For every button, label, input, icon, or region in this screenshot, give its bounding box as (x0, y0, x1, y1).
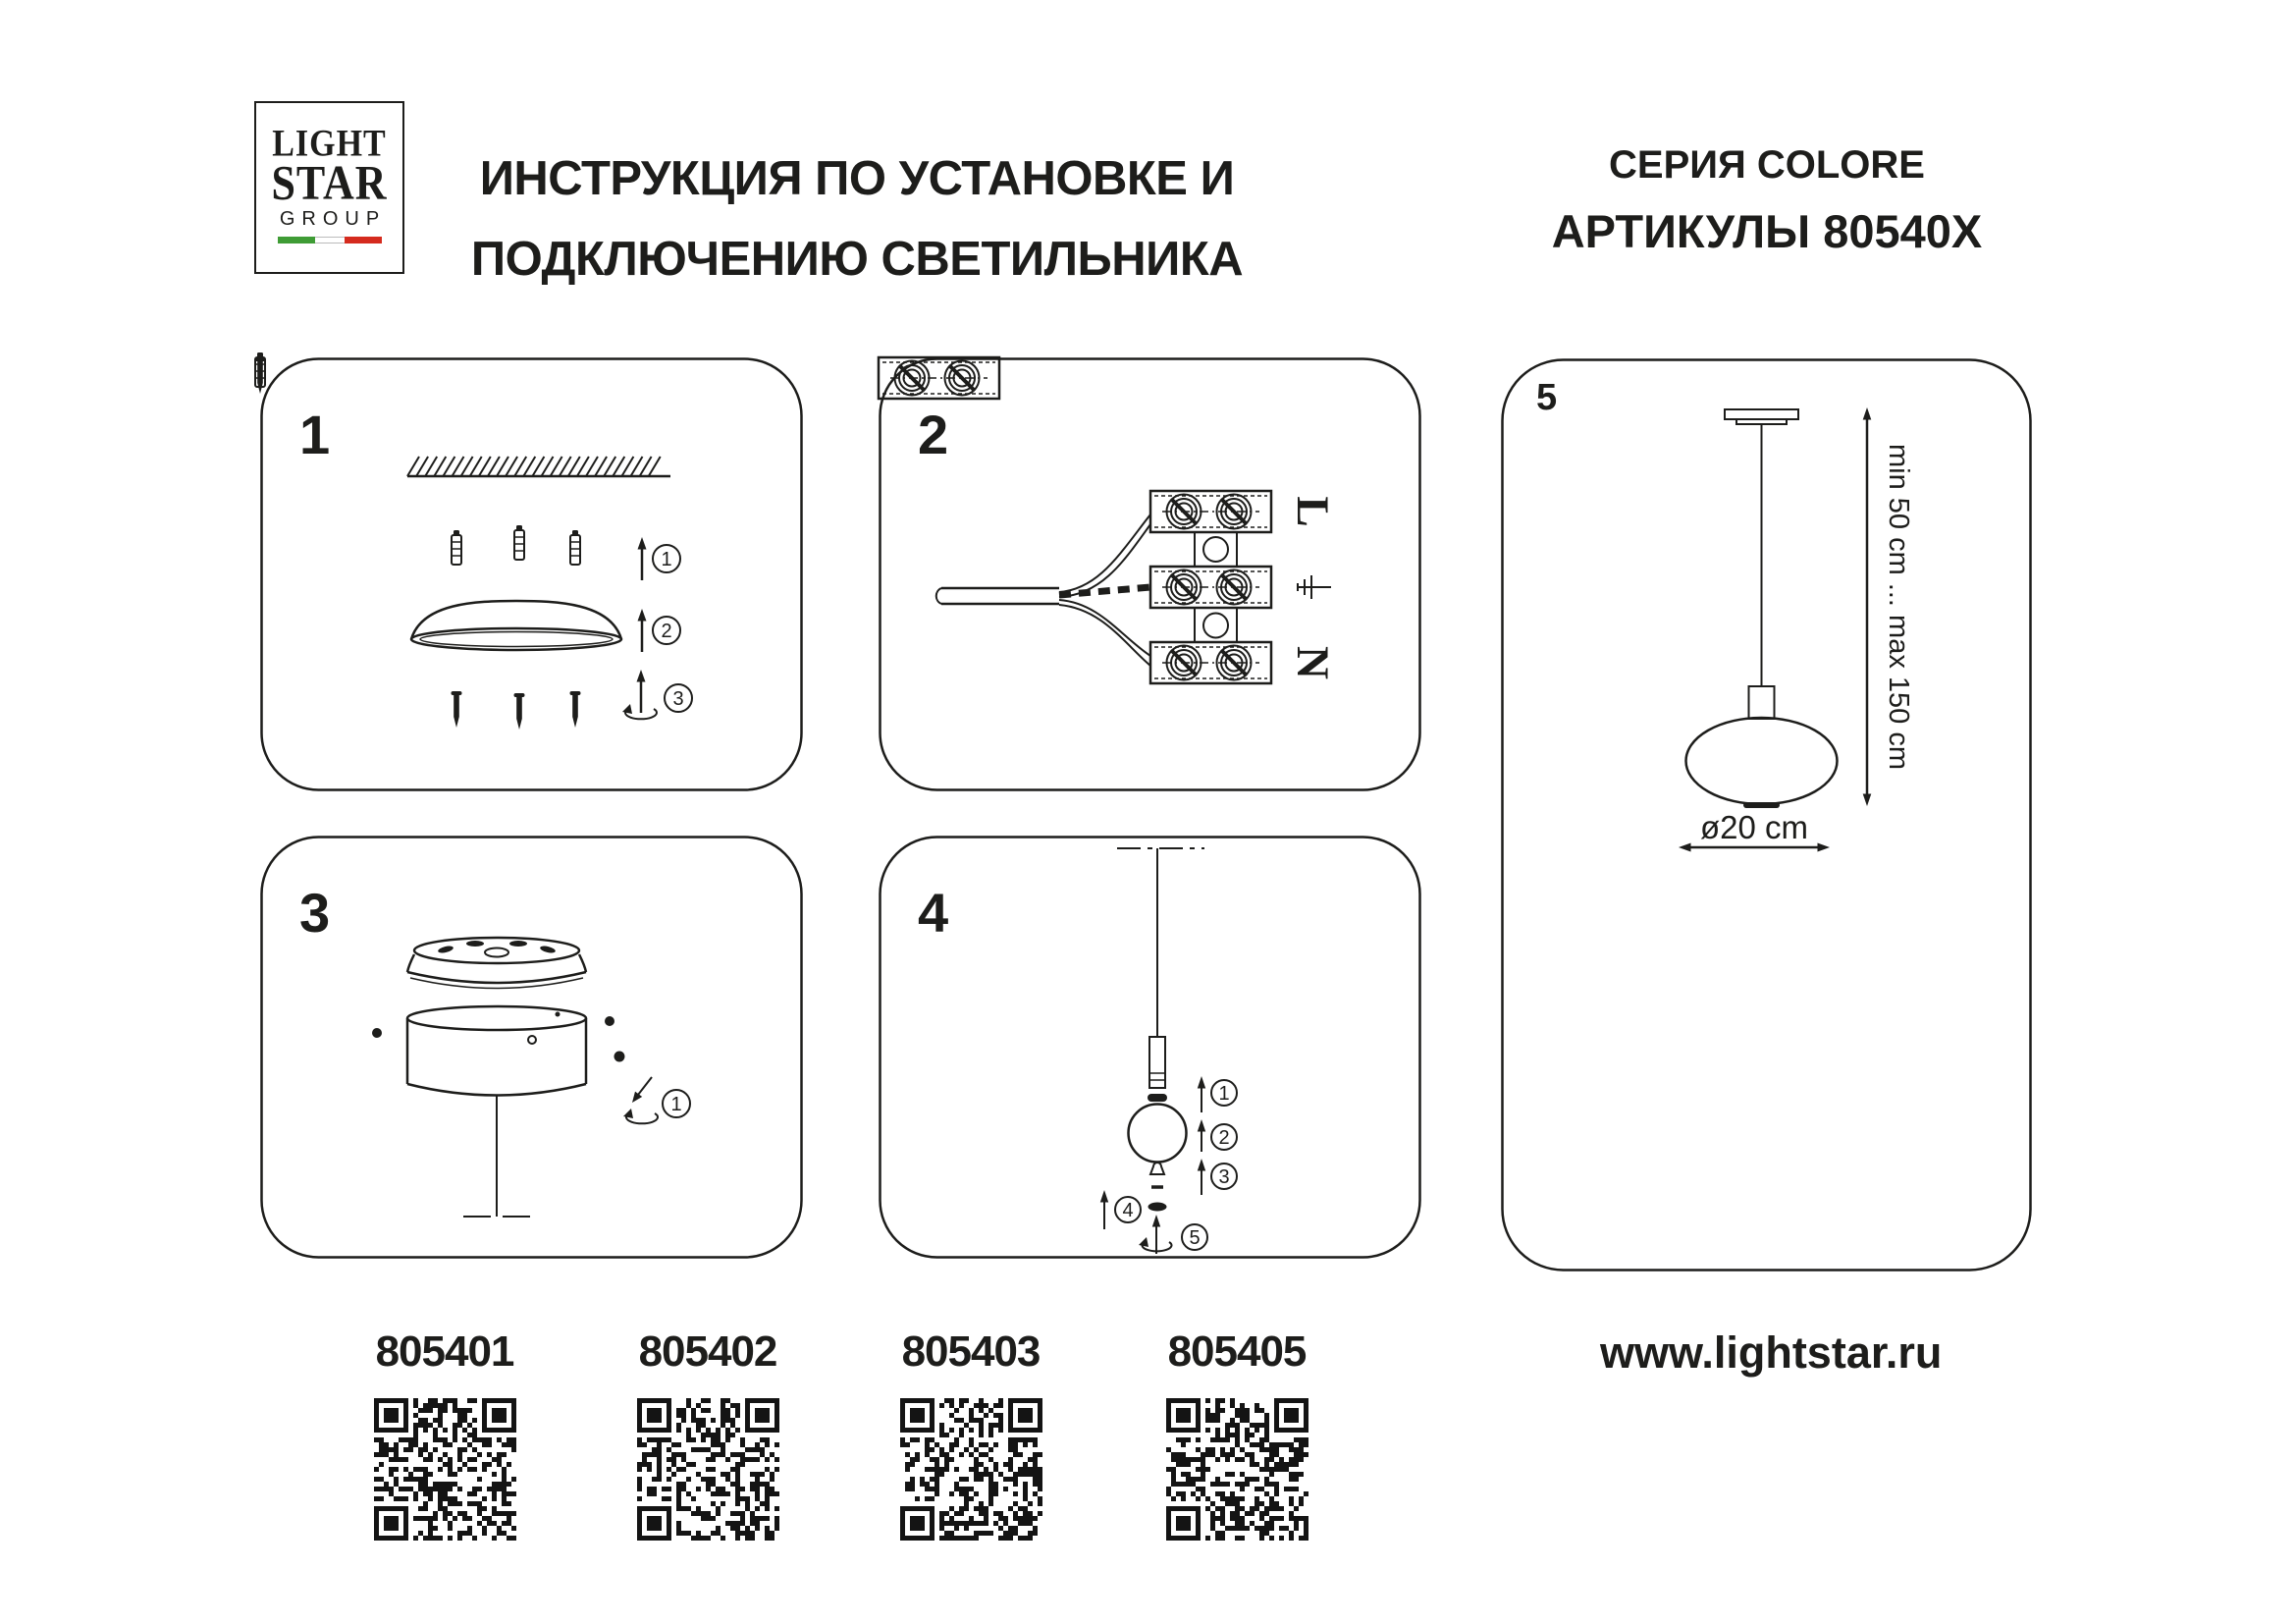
ceiling-plate-icon (1725, 409, 1798, 419)
svg-text:1: 1 (1218, 1082, 1230, 1105)
step-3-panel (260, 836, 803, 1259)
arrow-up-icon (1100, 1190, 1108, 1229)
series-header (1531, 143, 2002, 258)
earth-symbol-icon (1298, 575, 1331, 599)
page-title-line2: ПОДКЛЮЧЕНИЮ СВЕТИЛЬНИКА (470, 233, 1244, 286)
article-805403 (873, 1327, 1069, 1545)
callout-1 (1211, 1080, 1237, 1106)
line-terminal-label: L (1287, 496, 1339, 527)
ceiling-plate-lip (1736, 419, 1787, 424)
bottom-fittings-icon (1148, 1163, 1167, 1212)
arrow-up-icon (638, 537, 647, 580)
lightstar-logo (254, 101, 404, 274)
ceiling-canopy-icon (411, 601, 621, 650)
italian-flag-icon (278, 237, 382, 244)
website-url: www.lightstar.ru (1600, 1327, 1943, 1378)
callout-1 (653, 545, 680, 572)
flag-red (345, 237, 382, 244)
pendant-wire-icon (463, 1096, 530, 1217)
step-number: 3 (299, 882, 331, 944)
step-1-panel (260, 357, 803, 791)
height-dimension-arrow (1863, 407, 1872, 806)
qr-code (637, 1398, 779, 1541)
screw-rotate-icon (623, 1077, 658, 1123)
svg-text:1: 1 (661, 548, 672, 570)
step-number: 5 (1536, 377, 1558, 418)
page-title (469, 138, 1245, 299)
panel-border (262, 838, 802, 1258)
svg-text:2: 2 (661, 620, 672, 642)
article-code: 805403 (901, 1327, 1041, 1376)
svg-text:4: 4 (1122, 1199, 1134, 1221)
ceiling-hatch-icon (407, 457, 670, 476)
svg-text:5: 5 (1189, 1226, 1201, 1249)
article-code: 805401 (375, 1327, 514, 1376)
articles-heading: АРТИКУЛЫ 80540X (1551, 205, 1983, 257)
step-number: 2 (918, 404, 949, 465)
callout-1 (663, 1090, 690, 1117)
screw-rotate-icon (1139, 1215, 1172, 1254)
neutral-wire-icon (1059, 600, 1150, 666)
svg-text:1: 1 (670, 1093, 682, 1115)
step-number: 4 (918, 882, 949, 944)
callout-2 (1211, 1124, 1237, 1150)
screw-rotate-icon (622, 670, 657, 719)
height-range-label: min 50 cm ... max 150 cm (1883, 444, 1914, 770)
socket-icon (1749, 686, 1775, 719)
logo-light: LIGHT (272, 123, 387, 165)
neutral-terminal-label: N (1287, 646, 1339, 679)
article-code: 805405 (1167, 1327, 1307, 1376)
callout-5 (1182, 1224, 1207, 1250)
svg-text:2: 2 (1218, 1126, 1230, 1149)
step-2-panel (879, 357, 1421, 791)
page-title-line1: ИНСТРУКЦИЯ ПО УСТАНОВКЕ И (479, 152, 1235, 205)
canopy-top-icon (407, 938, 586, 989)
callout-3 (1211, 1164, 1237, 1189)
step-5-panel (1501, 358, 2032, 1272)
socket-sleeve-icon (1149, 1037, 1165, 1088)
arrow-up-icon (1198, 1159, 1205, 1195)
lamp-body-icon (407, 1006, 586, 1096)
flag-white (315, 237, 345, 244)
arrow-up-icon (1198, 1119, 1205, 1152)
pendant-lamp-drawing (1686, 409, 1838, 808)
qr-code (1166, 1398, 1308, 1541)
article-code: 805402 (638, 1327, 777, 1376)
series-name: СЕРИЯ COLORE (1609, 143, 1925, 187)
flag-green (278, 237, 315, 244)
mains-cable-icon (936, 588, 1059, 604)
svg-text:3: 3 (672, 687, 684, 710)
qr-code (374, 1398, 516, 1541)
retaining-ring-icon (1148, 1094, 1167, 1102)
qr-code (900, 1398, 1042, 1541)
diameter-label: ø20 cm (1699, 809, 1809, 845)
article-805402 (610, 1327, 806, 1545)
glass-shade-icon (1686, 718, 1838, 804)
svg-text:3: 3 (1218, 1165, 1230, 1188)
line-wire-icon (1059, 514, 1150, 597)
callout-4 (1115, 1197, 1141, 1222)
step-4-panel (879, 836, 1421, 1259)
earth-wire-icon (1059, 587, 1150, 595)
article-805401 (347, 1327, 543, 1545)
glass-sphere-icon (1129, 1105, 1187, 1163)
callout-3 (665, 684, 692, 712)
step-number: 1 (299, 404, 331, 465)
shade-base-icon (1743, 802, 1780, 808)
panel-border (262, 359, 802, 790)
callout-2 (653, 617, 680, 644)
arrow-up-icon (1198, 1076, 1205, 1112)
logo-group: GROUP (279, 208, 387, 230)
logo-star: STAR (271, 156, 388, 210)
article-805405 (1139, 1327, 1335, 1545)
arrow-up-icon (638, 609, 647, 652)
